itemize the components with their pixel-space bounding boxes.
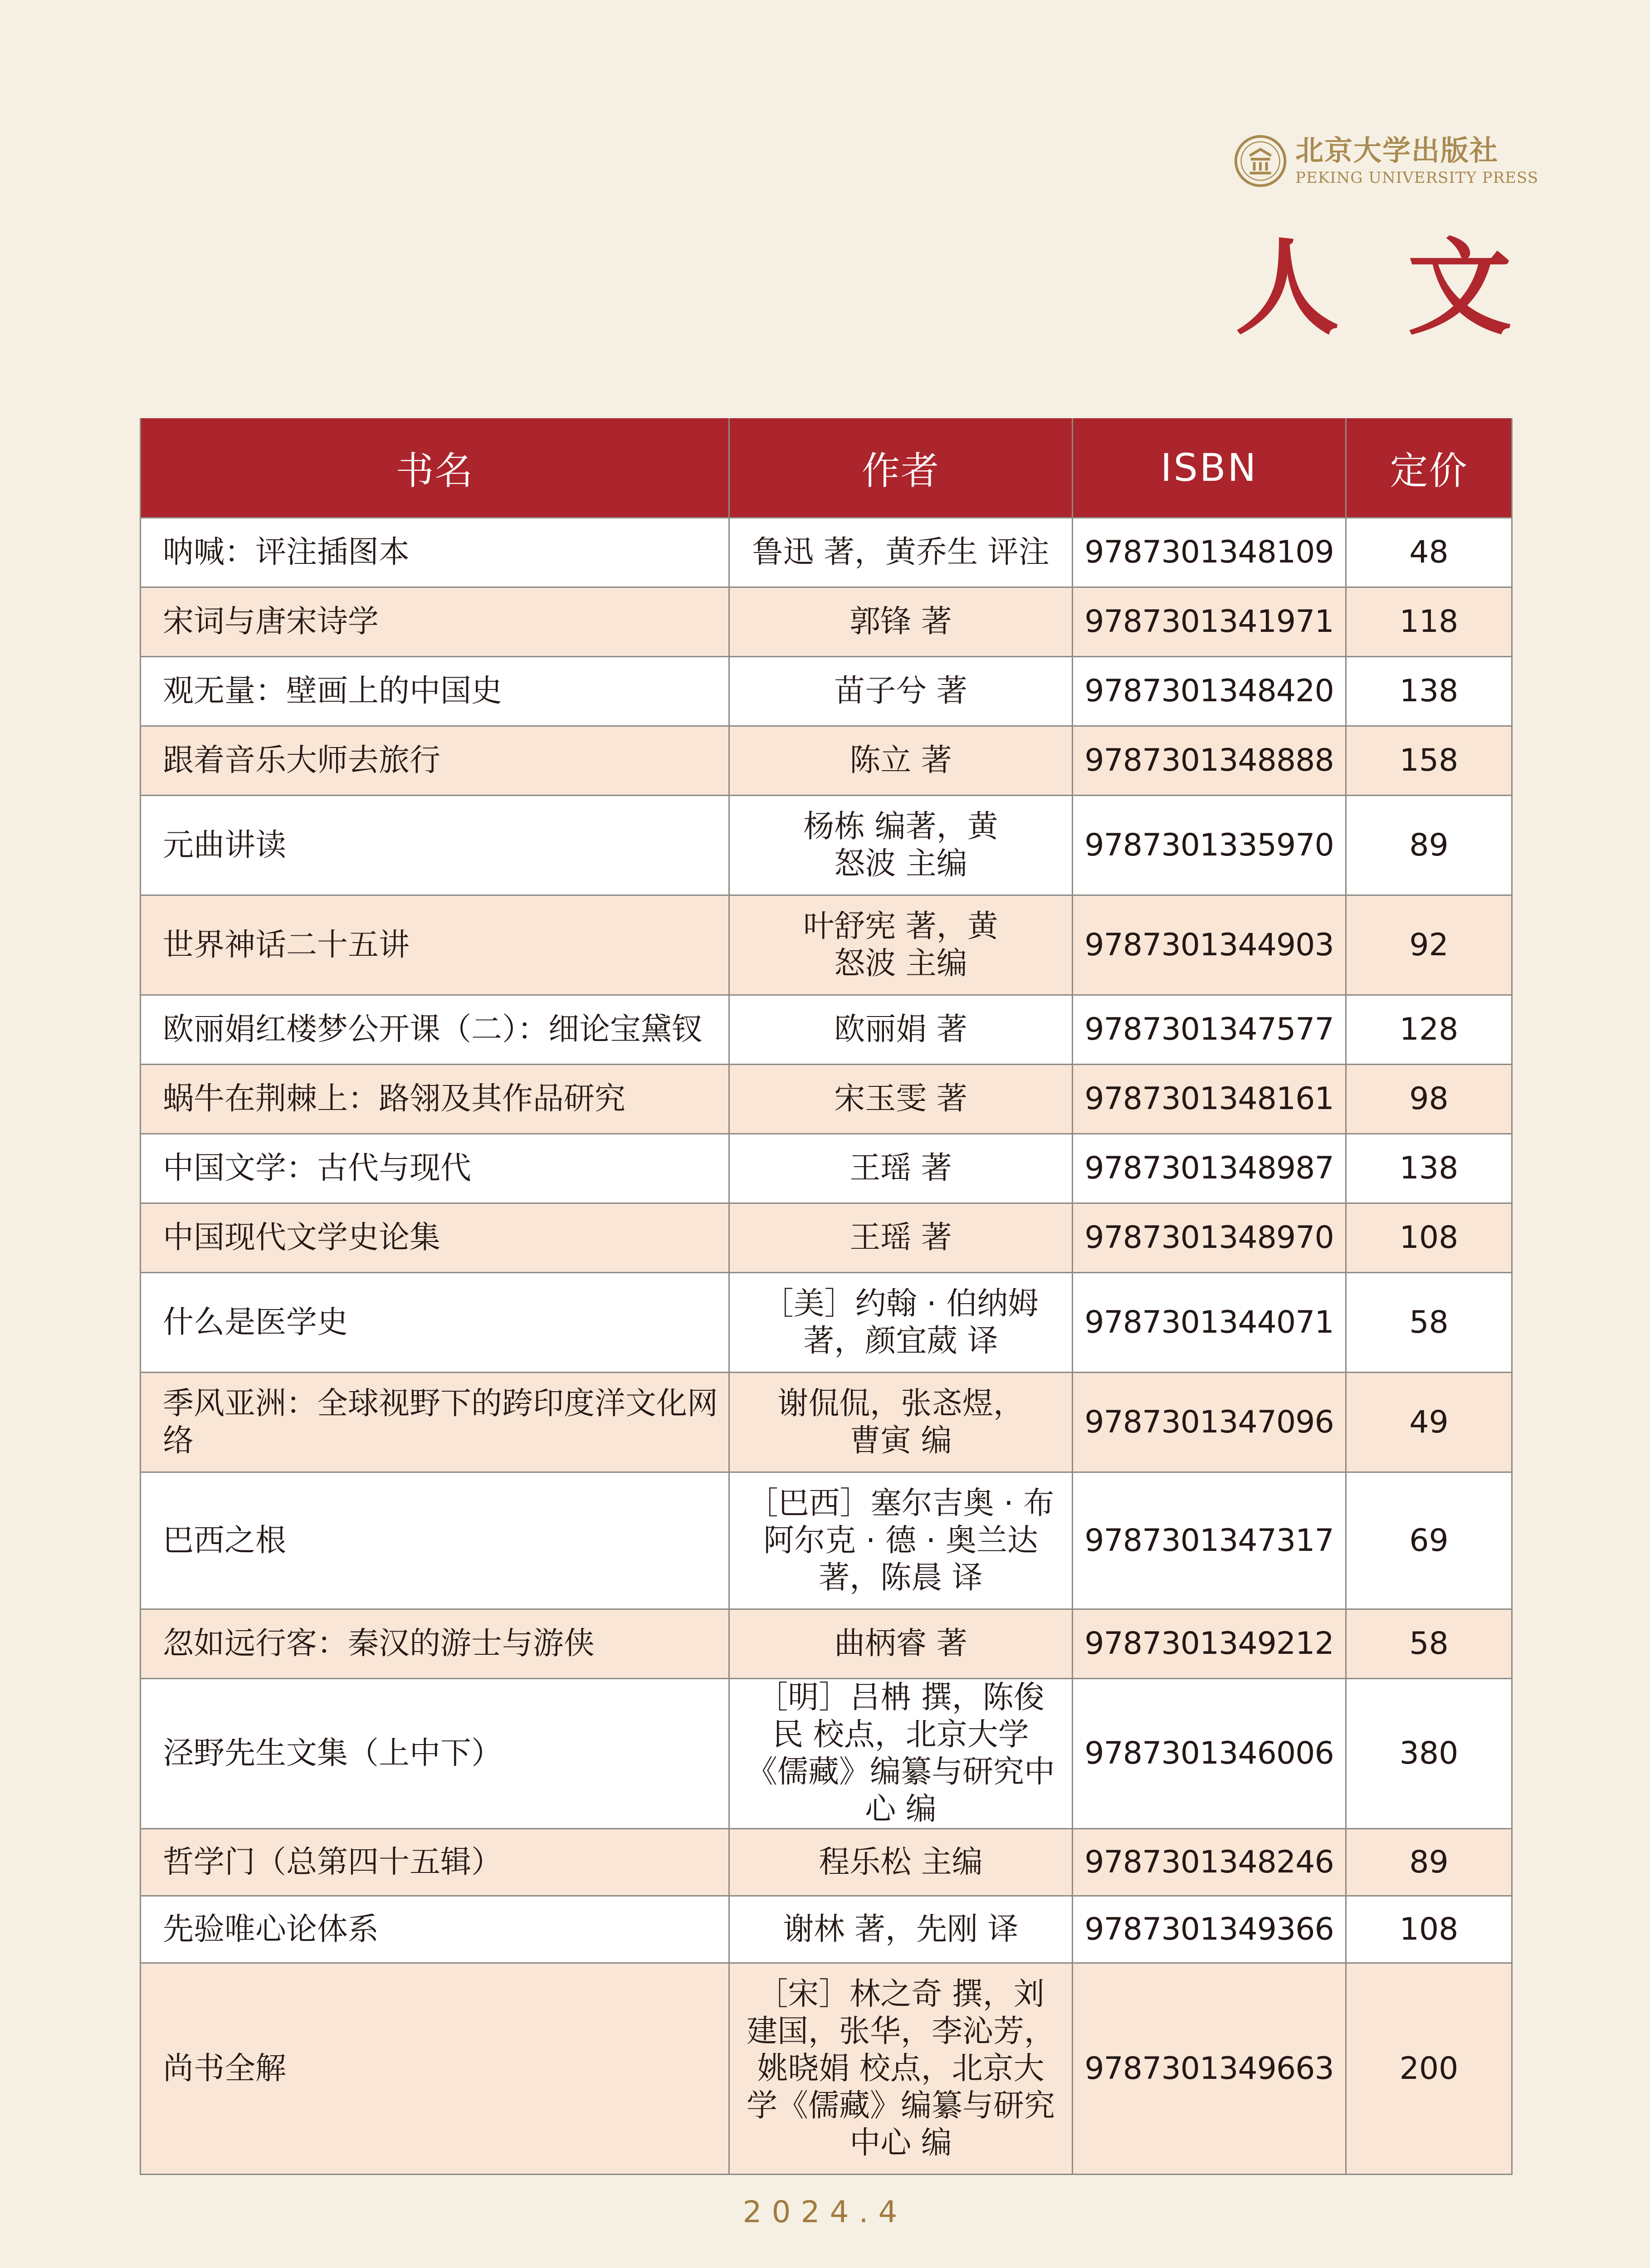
book-isbn-cell: 9787301348109: [1073, 518, 1346, 587]
book-isbn-cell: 9787301349663: [1073, 1963, 1346, 2175]
book-title-cell: 跟着音乐大师去旅行: [141, 726, 729, 796]
table-row: [141, 1829, 1512, 1896]
book-author-text: ［巴西］塞尔吉奥 · 布阿尔克 · 德 · 奥兰达 著，陈晨 译: [747, 1485, 1054, 1596]
publisher-name-en: PEKING UNIVERSITY PRESS: [1295, 169, 1538, 187]
book-title-cell: 什么是医学史: [141, 1273, 729, 1373]
table-header-row: [141, 418, 1512, 518]
book-price-cell: 58: [1346, 1609, 1512, 1679]
column-header-price: 定价: [1346, 418, 1512, 518]
book-isbn-cell: 9787301348161: [1073, 1065, 1346, 1134]
book-price-cell: 138: [1346, 657, 1512, 726]
book-author-cell: 宋玉雯 著: [729, 1065, 1073, 1134]
book-author-cell: 欧丽娟 著: [729, 995, 1073, 1065]
book-price-cell: 49: [1346, 1373, 1512, 1472]
book-price-cell: 58: [1346, 1273, 1512, 1373]
book-list-table: [140, 418, 1513, 2175]
page-title: 人文: [1235, 227, 1580, 349]
book-isbn-cell: 9787301347317: [1073, 1472, 1346, 1609]
book-author-cell: [729, 895, 1073, 995]
book-author-cell: 程乐松 主编: [729, 1829, 1073, 1896]
table-row: [141, 1679, 1512, 1829]
book-price-cell: 200: [1346, 1963, 1512, 2175]
book-title-cell: 宋词与唐宋诗学: [141, 587, 729, 657]
book-price-cell: 89: [1346, 1829, 1512, 1896]
book-title-cell: 季风亚洲：全球视野下的跨印度洋文化网络: [141, 1373, 729, 1472]
book-title-cell: 哲学门（总第四十五辑）: [141, 1829, 729, 1896]
book-author-text: ［美］约翰 · 伯纳姆 著，颜宜葳 译: [762, 1286, 1039, 1359]
book-author-text: 谢侃侃，张忞煜，曹寅 编: [777, 1385, 1024, 1459]
book-isbn-cell: 9787301341971: [1073, 587, 1346, 657]
book-title-cell: 中国现代文学史论集: [141, 1203, 729, 1273]
book-isbn-cell: 9787301344071: [1073, 1273, 1346, 1373]
book-isbn-cell: 9787301347577: [1073, 995, 1346, 1065]
book-price-cell: 108: [1346, 1203, 1512, 1273]
table-row: [141, 895, 1512, 995]
book-author-cell: 苗子兮 著: [729, 657, 1073, 726]
book-author-text: 叶舒宪 著，黄怒波 主编: [803, 908, 998, 982]
book-isbn-cell: 9787301348987: [1073, 1134, 1346, 1203]
table-row: [141, 796, 1512, 895]
book-isbn-cell: 9787301348246: [1073, 1829, 1346, 1896]
book-isbn-cell: 9787301344903: [1073, 895, 1346, 995]
book-title-cell: 巴西之根: [141, 1472, 729, 1609]
book-author-cell: 曲柄睿 著: [729, 1609, 1073, 1679]
book-author-cell: [729, 1679, 1073, 1829]
book-title-cell: 中国文学：古代与现代: [141, 1134, 729, 1203]
table-row: [141, 1203, 1512, 1273]
table-row: [141, 1065, 1512, 1134]
book-author-cell: 郭锋 著: [729, 587, 1073, 657]
book-title-cell: 世界神话二十五讲: [141, 895, 729, 995]
book-author-cell: [729, 1373, 1073, 1472]
table-row: [141, 1472, 1512, 1609]
column-header-title: 书名: [141, 418, 729, 518]
column-header-isbn: ISBN: [1073, 418, 1346, 518]
book-author-cell: 王瑶 著: [729, 1134, 1073, 1203]
book-title-cell: 尚书全解: [141, 1963, 729, 2175]
book-price-cell: 48: [1346, 518, 1512, 587]
book-title-cell: 泾野先生文集（上中下）: [141, 1679, 729, 1829]
book-isbn-cell: 9787301346006: [1073, 1679, 1346, 1829]
table-row: [141, 1963, 1512, 2175]
book-author-cell: [729, 1273, 1073, 1373]
book-title-cell: 蜗牛在荆棘上：路翎及其作品研究: [141, 1065, 729, 1134]
book-price-cell: 118: [1346, 587, 1512, 657]
table-row: [141, 726, 1512, 796]
table-row: [141, 518, 1512, 587]
book-title-cell: 忽如远行客：秦汉的游士与游侠: [141, 1609, 729, 1679]
book-isbn-cell: 9787301349212: [1073, 1609, 1346, 1679]
book-author-text: ［宋］林之奇 撰，刘建国，张华，李沁芳，姚晓娟 校点，北京大学《儒藏》编纂与研究中心 编: [746, 1976, 1055, 2161]
book-price-cell: 92: [1346, 895, 1512, 995]
peking-university-seal-icon: [1234, 134, 1287, 188]
book-author-cell: 陈立 著: [729, 726, 1073, 796]
book-isbn-cell: 9787301335970: [1073, 796, 1346, 895]
issue-date: 2024.4: [742, 2195, 908, 2229]
table-row: [141, 587, 1512, 657]
book-author-cell: [729, 1472, 1073, 1609]
book-price-cell: 69: [1346, 1472, 1512, 1609]
table-row: [141, 1609, 1512, 1679]
publisher-name-cn: 北京大学出版社: [1295, 134, 1499, 167]
table-row: [141, 995, 1512, 1065]
column-header-author: 作者: [729, 418, 1073, 518]
book-isbn-cell: 9787301347096: [1073, 1373, 1346, 1472]
book-price-cell: 89: [1346, 796, 1512, 895]
table-row: [141, 1273, 1512, 1373]
table-row: [141, 1373, 1512, 1472]
book-title-cell: 欧丽娟红楼梦公开课（二）：细论宝黛钗: [141, 995, 729, 1065]
book-isbn-cell: 9787301349366: [1073, 1896, 1346, 1963]
book-author-text: 杨栋 编著，黄怒波 主编: [803, 808, 998, 882]
book-title-cell: 元曲讲读: [141, 796, 729, 895]
table-row: [141, 1896, 1512, 1963]
book-author-cell: 谢林 著，先刚 译: [729, 1896, 1073, 1963]
book-author-cell: 王瑶 著: [729, 1203, 1073, 1273]
book-isbn-cell: 9787301348970: [1073, 1203, 1346, 1273]
book-author-cell: [729, 796, 1073, 895]
book-isbn-cell: 9787301348888: [1073, 726, 1346, 796]
book-author-cell: [729, 1963, 1073, 2175]
book-price-cell: 380: [1346, 1679, 1512, 1829]
book-price-cell: 108: [1346, 1896, 1512, 1963]
book-author-text: ［明］吕柟 撰，陈俊民 校点，北京大学《儒藏》编纂与研究中心 编: [746, 1680, 1055, 1827]
book-price-cell: 138: [1346, 1134, 1512, 1203]
table-row: [141, 1134, 1512, 1203]
book-title-cell: 观无量：壁画上的中国史: [141, 657, 729, 726]
table-row: [141, 657, 1512, 726]
book-price-cell: 158: [1346, 726, 1512, 796]
book-title-cell: 呐喊：评注插图本: [141, 518, 729, 587]
book-price-cell: 98: [1346, 1065, 1512, 1134]
publisher-logo: [1234, 132, 1538, 191]
book-title-cell: 先验唯心论体系: [141, 1896, 729, 1963]
book-author-cell: 鲁迅 著，黄乔生 评注: [729, 518, 1073, 587]
book-isbn-cell: 9787301348420: [1073, 657, 1346, 726]
book-price-cell: 128: [1346, 995, 1512, 1065]
